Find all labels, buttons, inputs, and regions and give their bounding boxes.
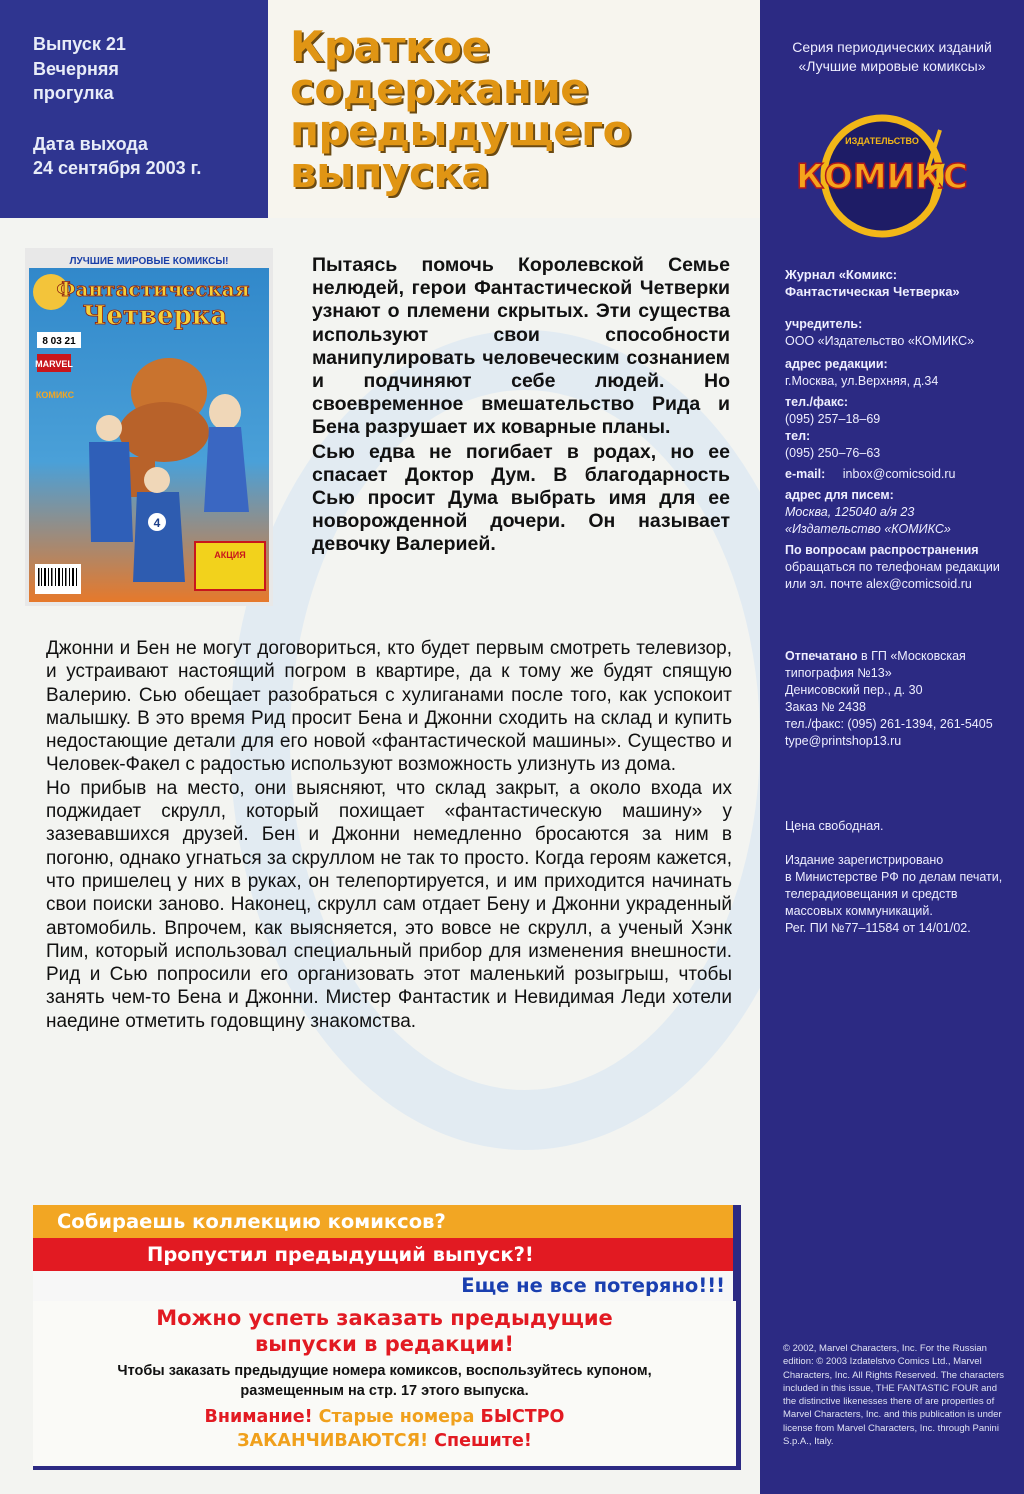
address-label: адрес редакции: xyxy=(785,357,888,371)
founder-info xyxy=(785,316,1020,350)
title-area xyxy=(268,0,760,218)
cover-illustration xyxy=(29,252,269,602)
logo-small-text: ИЗДАТЕЛЬСТВО xyxy=(845,136,919,146)
title-line: содержание xyxy=(290,64,589,113)
distribution-info xyxy=(785,542,1020,593)
founder-value: ООО «Издательство «КОМИКС» xyxy=(785,334,975,348)
registration-line: Издание зарегистрировано xyxy=(785,853,944,867)
promo-order-panel xyxy=(33,1301,736,1466)
cover-title-line1: Фантастическая xyxy=(56,277,250,301)
printer-line: тел./факс: (095) 261-1394, 261-5405 xyxy=(785,717,993,731)
printer-line: типография №13» xyxy=(785,666,892,680)
printer-line: type@printshop13.ru xyxy=(785,734,902,748)
printer-line: Заказ № 2438 xyxy=(785,700,866,714)
letters-line: Москва, 125040 а/я 23 xyxy=(785,505,915,519)
svg-text:4: 4 xyxy=(153,516,161,530)
title-line: Краткое xyxy=(290,22,490,71)
promo-band-collect: Собираешь коллекцию комиксов? xyxy=(33,1205,733,1238)
promo-warning-hurry: Спешите! xyxy=(434,1431,532,1451)
series-line: Серия периодических изданий xyxy=(792,39,992,55)
issue-number: Выпуск 21 xyxy=(33,34,126,54)
registration-line: массовых коммуникаций. xyxy=(785,904,933,918)
promo-band-not-lost: Еще не все потеряно!!! xyxy=(33,1271,733,1301)
promo-warning-attention: Внимание! xyxy=(204,1407,313,1427)
promo-warning-text: Старые номера xyxy=(318,1407,475,1427)
comic-cover-image xyxy=(25,248,273,606)
letters-label: адрес для писем: xyxy=(785,488,894,502)
journal-name xyxy=(785,266,1020,300)
journal-line: Журнал «Комикс: xyxy=(785,267,898,282)
promo-order-headline-line: Можно успеть заказать предыдущие xyxy=(156,1306,613,1330)
promo-warning-text: БЫСТРО xyxy=(480,1407,565,1427)
email-label: e-mail: xyxy=(785,467,826,481)
letters-address xyxy=(785,487,1020,538)
email-value: inbox@comicsoid.ru xyxy=(842,467,956,481)
cover-top-banner: ЛУЧШИЕ МИРОВЫЕ КОМИКСЫ! xyxy=(69,256,229,267)
distribution-label: По вопросам распространения xyxy=(785,543,979,557)
promo-order-headline xyxy=(33,1305,736,1357)
distribution-line: или эл. почте alex@comicsoid.ru xyxy=(785,577,972,591)
promo-warning xyxy=(33,1405,736,1453)
summary-body xyxy=(46,637,732,1033)
registration-info xyxy=(785,852,1020,937)
phonefax-value: (095) 257–18–69 xyxy=(785,412,881,426)
komiks-publisher-logo xyxy=(790,110,970,240)
promo-coupon-note-line: Чтобы заказать предыдущие номера комиксов, воспользуйтесь купоном, xyxy=(117,1363,652,1379)
summary-intro xyxy=(312,254,730,557)
founder-label: учредитель: xyxy=(785,317,863,331)
title-line: предыдущего xyxy=(290,106,631,155)
back-issues-promo xyxy=(33,1205,741,1470)
printer-info xyxy=(785,648,1020,750)
address-value: г.Москва, ул.Верхняя, д.34 xyxy=(785,374,939,388)
promo-coupon-note-line: размещенным на стр. 17 этого выпуска. xyxy=(240,1383,529,1399)
summary-paragraph: Джонни и Бен не могут договориться, кто будет первым смотреть телевизор, и устраивают настоящий погром в квартире, да к тому же будят спящую Валерию. Сью обещает разобраться с хулиганами после того, как успокоит малышку. В это время Рид просит Бена и Джонни сходить на склад и купить недостающие детали для его новой «фантастической машины». Существо и Человек-Факел с радостью используют возможность улизнуть из дома. xyxy=(46,638,732,776)
series-name xyxy=(760,38,1024,76)
title-line: выпуска xyxy=(290,148,490,197)
phonefax-label: тел./факс: xyxy=(785,395,849,409)
series-line: «Лучшие мировые комиксы» xyxy=(798,58,986,74)
email-info xyxy=(785,466,1020,483)
registration-line: Рег. ПИ №77–11584 от 14/01/02. xyxy=(785,921,971,935)
release-date-value: 24 сентября 2003 г. xyxy=(33,158,202,178)
issue-info-box xyxy=(0,0,268,218)
promo-band-missed: Пропустил предыдущий выпуск?! xyxy=(33,1238,733,1271)
letters-line: «Издательство «КОМИКС» xyxy=(785,522,951,536)
cover-title-line2: Четверка xyxy=(82,301,228,331)
phone-label: тел: xyxy=(785,429,811,443)
page-title xyxy=(290,22,760,197)
promo-warning-text: ЗАКАНЧИВАЮТСЯ! xyxy=(237,1431,429,1451)
price-note: Цена свободная. xyxy=(785,819,884,833)
promo-order-headline-line: выпуски в редакции! xyxy=(254,1332,515,1356)
phone-value: (095) 250–76–63 xyxy=(785,446,881,460)
promo-coupon-note xyxy=(33,1361,736,1401)
phone-fax xyxy=(785,394,1020,428)
printed-label: Отпечатано xyxy=(785,649,858,663)
phone xyxy=(785,428,1020,462)
editorial-address xyxy=(785,356,1020,390)
issue-name-line2: прогулка xyxy=(33,83,114,103)
copyright-notice: © 2002, Marvel Characters, Inc. For the Russian edition: © 2003 Izdatelstvo Comics Ltd., Marvel Characters, Inc. All Rights Reserved. The characters included in this issue, THE FANTASTIC FOUR and the distinctive likenesses there of are properties of Marvel Characters, Inc. and this publication is under license from Marvel Characters, Inc. through Panini S.p.A., Italy. xyxy=(783,1343,1005,1448)
printer-line: Денисовский пер., д. 30 xyxy=(785,683,923,697)
logo-main-text: КОМИКС xyxy=(796,157,968,197)
printer-line: в ГП «Московская xyxy=(861,649,966,663)
registration-line: телерадиовещания и средств xyxy=(785,887,958,901)
publisher-sidebar xyxy=(760,0,1024,1494)
cover-promo-badge: АКЦИЯ xyxy=(214,550,246,560)
cover-marvel-logo: MARVEL xyxy=(35,359,73,369)
distribution-line: обращаться по телефонам редакции xyxy=(785,560,1000,574)
summary-paragraph: Пытаясь помочь Королевской Семье нелюдей, герои Фантастической Четверки узнают о племени скрытых. Эти существа используют свои способности манипулировать человеческим сознанием и подчиняют себе людей. Но своевременное вмешательство Рида и Бена разрушает их коварные планы. xyxy=(312,254,730,439)
issue-name-line1: Вечерняя xyxy=(33,59,119,79)
summary-paragraph: Сью едва не погибает в родах, но ее спасает Доктор Дум. В благодарность Сью просит Дума выбрать имя для ее новорожденной дочери. Он называет девочку Валерией. xyxy=(312,440,730,556)
summary-paragraph: Но прибыв на место, они выясняют, что склад закрыт, а около входа их поджидает скрулл, который похищает «фантастическую машину» у зазевавшихся друзей. Бен и Джонни немедленно бросаются за ним в погоню, однако угнаться за скруллом не так то просто. Когда героям кажется, что пришелец у них в руках, он телепортируется, и им приходится начинать свои поиски заново. Наконец, скрулл сам отдает Бену и Джонни украденный автомобиль. Впрочем, как выясняется, это вовсе не скрулл, а ученый Хэнк Пим, который использовал специальный прибор для изменения внешности. Рид и Сью попросили его организовать этот маленький розыгрыш, чтобы занять чем-то Бена и Джонни. Мистер Фантастик и Невидимая Леди хотели наедине отметить годовщину знакомства. xyxy=(46,777,732,1032)
journal-line: Фантастическая Четверка» xyxy=(785,284,960,299)
registration-line: в Министерстве РФ по делам печати, xyxy=(785,870,1003,884)
cover-issue-tag: 8 03 21 xyxy=(42,336,76,347)
release-date-label: Дата выхода xyxy=(33,134,148,154)
cover-komiks-logo: КОМИКС xyxy=(35,390,75,400)
